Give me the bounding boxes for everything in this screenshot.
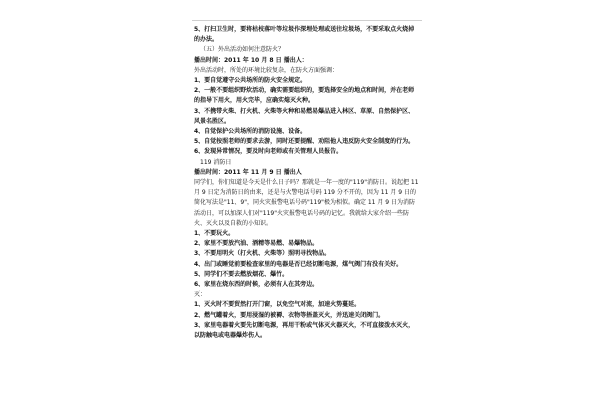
- paragraph: 2、家里不要放汽油、酒精等易燃、易爆物品。: [194, 240, 319, 248]
- paragraph: 119 消防日: [200, 158, 232, 166]
- paragraph: 4、自觉保护公共场所的消防设施、设备。: [194, 128, 307, 136]
- paragraph: 1、不要玩火。: [194, 230, 235, 238]
- paragraph: 外出活动时，所处的环境比较复杂，在防火方面强调：: [194, 66, 339, 74]
- paragraph: 5、同学们不要去燃放烟花、爆竹。: [194, 270, 289, 278]
- paragraph: 1、灭火时不要贸然打开门窗，以免空气对流，加速火势蔓延。: [194, 301, 361, 309]
- paragraph: （五）外出活动如何注意防火？: [200, 46, 285, 54]
- paragraph: 2、燃气罐着火，要用浸湿的被褥、衣物等捂盖灭火，并迅速关闭阀门。: [194, 311, 385, 319]
- paragraph: 3、不携带火柴、打火机、火柴等火种和易燃易爆品进入林区、草原、自然保护区、风景名胜区。: [194, 107, 415, 125]
- document-page: [192, 20, 422, 396]
- page-top-rule: [192, 20, 422, 21]
- paragraph: 3、家里电器着火要先切断电源，再用干粉或气体灭火器灭火，不可直接泼水灭火，以防触电或电器爆炸伤人。: [194, 321, 415, 340]
- paragraph: 3、不要用明火（打火机、火柴等）照明寻找物品。: [194, 250, 331, 258]
- paragraph: 同学们，你们知道是今天是什么日子吗？那就是一年一度的"119"消防日。说起把 11 月 9 日定为消防日的由来，还是与火警电话号码 119 分不开的，因为 11 月 9 日的简化写法是"11、9"，同火灾报警电话号码"119"极为相似。确定 11 月 9 日为消防活动日，可以加深人们对"119"火灾报警电话号码的记忆。我就给大家介绍一些防火、灭火以及自救的小知识。: [194, 179, 419, 227]
- paragraph: 6、家里在烧东西的时候，必须有人在其旁边。: [194, 281, 319, 289]
- paragraph: 5、自觉按照老师的要求去游，同时还要提醒、劝阻他人违反防火安全制度的行为。: [194, 138, 415, 146]
- paragraph: 播出时间：2011 年 11 月 9 日 播出人: [194, 168, 302, 176]
- paragraph: 4、出门或睡觉前要检查家里的电器是否已经切断电源，煤气阀门有没有关好。: [194, 260, 403, 268]
- paragraph: 播出时间：2011 年 10 月 8 日 播出人：: [194, 56, 308, 64]
- paragraph: 5、打扫卫生时，要将枯枝落叶等垃圾作深埋处理或送往垃圾场，不要采取点火烧掉的办法。: [194, 26, 415, 44]
- paragraph: 6、发现异常情况，要及时向老师或有关管理人员报告。: [194, 148, 343, 156]
- paragraph: 1、要自觉遵守公共场所的防火安全规定。: [194, 77, 307, 85]
- paragraph: 灭：: [194, 291, 207, 299]
- document-body: [194, 25, 420, 341]
- paragraph: 2、一般不要组织野炊活动，确实需要组织的，要选择安全的地点和时间，并在老师的指导下用火，用火完毕，应确实熄灭火种。: [194, 87, 415, 105]
